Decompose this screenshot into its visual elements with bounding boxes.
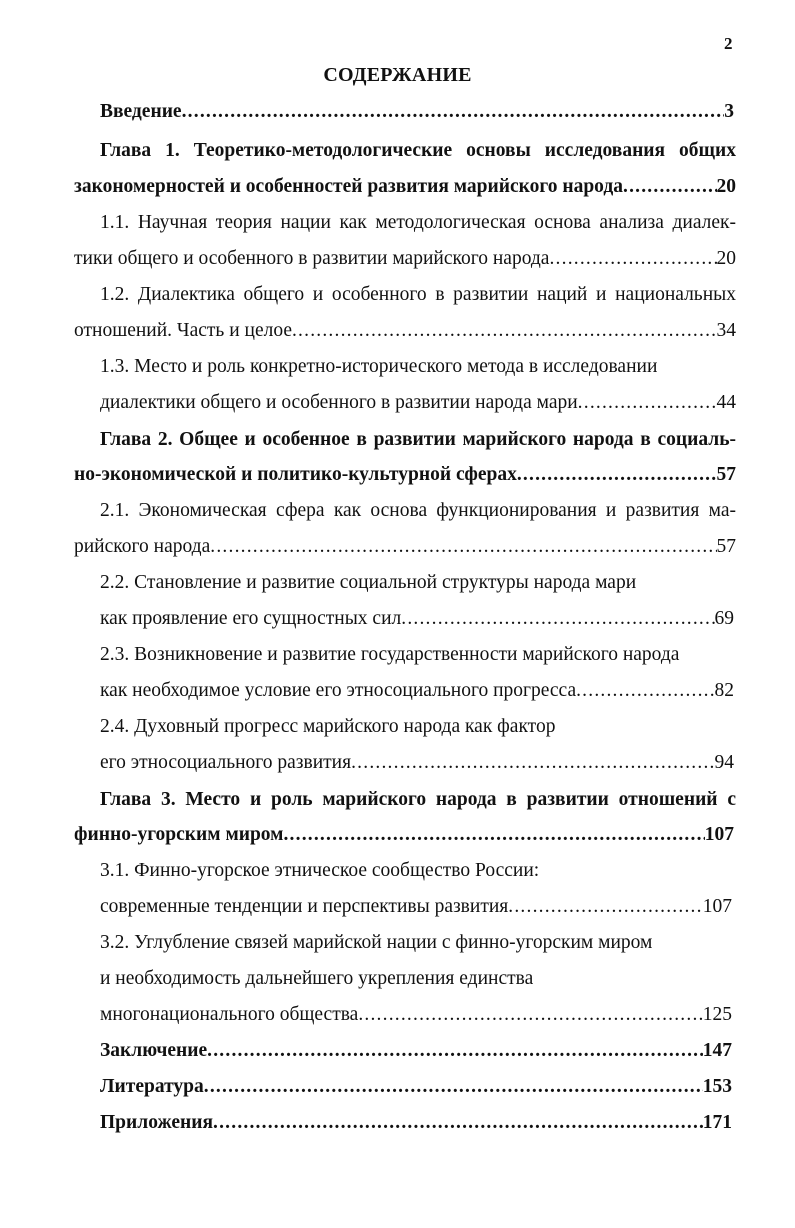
toc-page-number: 57 [716,536,736,557]
toc-section-2-2[interactable] [100,607,734,631]
toc-section-2-3[interactable] [100,679,734,703]
toc-page-number: 57 [716,464,736,485]
toc-section-2-3-line1[interactable]: 2.3. Возникновение и развитие государственности марийского народа [100,644,680,665]
toc-entry-text: как проявление его сущностных сил [100,608,402,629]
toc-entry-text: Приложения [100,1112,214,1133]
toc-chapter-2[interactable] [74,463,736,487]
leader-dots [292,319,717,343]
toc-section-1-1-line1[interactable]: 1.1. Научная теория нации как методологическая основа анализа диалек- [100,212,736,233]
leader-dots [204,1075,703,1099]
toc-page-number: 125 [702,1004,732,1025]
toc-page-number: 20 [716,176,736,197]
toc-section-3-2[interactable] [100,1003,732,1027]
toc-section-1-1[interactable] [74,247,736,271]
toc-entry-text: отношений. Часть и целое [74,320,292,341]
toc-section-2-2-line1[interactable]: 2.2. Становление и развитие социальной структуры народа мари [100,572,637,593]
toc-section-1-2-line1[interactable]: 1.2. Диалектика общего и особенного в развитии наций и национальных [100,284,736,305]
toc-entry-text: закономерностей и особенностей развития марийского народа [74,176,623,197]
page-title: СОДЕРЖАНИЕ [323,64,472,86]
leader-dots [182,100,725,124]
toc-chapter-1-line1[interactable]: Глава 1. Теоретико-методологические основы исследования общих [100,140,736,161]
toc-page-number: 107 [704,824,734,845]
leader-dots [508,895,702,919]
leader-dots [213,1111,703,1135]
toc-entry-text: его этносоциального развития [100,752,352,773]
toc-entry-conclusion[interactable] [100,1039,732,1063]
toc-section-2-4[interactable] [100,751,734,775]
toc-page-number: 82 [714,680,734,701]
toc-chapter-3-line1[interactable]: Глава 3. Место и роль марийского народа в развитии отношений с [100,789,736,810]
toc-entry-appendix[interactable] [100,1111,732,1135]
toc-section-2-4-line1[interactable]: 2.4. Духовный прогресс марийского народа как фактор [100,716,556,737]
toc-chapter-1[interactable] [74,175,736,199]
leader-dots [401,607,714,631]
leader-dots [576,679,714,703]
toc-section-1-3-line1[interactable]: 1.3. Место и роль конкретно-исторического метода в исследовании [100,356,658,377]
toc-entry-text: финно-угорским миром [74,824,284,845]
toc-entry-text: многонационального общества [100,1004,359,1025]
toc-section-1-3[interactable] [100,391,736,415]
leader-dots [351,751,714,775]
leader-dots [283,823,704,847]
toc-entry-text: как необходимое условие его этносоциального прогресса [100,680,577,701]
leader-dots [578,391,717,415]
toc-entry-literature[interactable] [100,1075,732,1099]
toc-section-3-1-line1[interactable]: 3.1. Финно-угорское этническое сообщество России: [100,860,540,881]
toc-page-number: 69 [714,608,734,629]
toc-page-number: 147 [702,1040,732,1061]
toc-page-number: 171 [702,1112,732,1133]
page-number: 2 [724,34,733,53]
toc-entry-intro[interactable] [100,100,734,124]
toc-page-number: 3 [724,101,734,122]
leader-dots [210,535,716,559]
toc-page-number: 34 [716,320,736,341]
toc-section-2-1[interactable] [74,535,736,559]
toc-entry-text: но-экономической и политико-культурной сферах [74,464,517,485]
toc-page-number: 153 [702,1076,732,1097]
toc-page-number: 20 [716,248,736,269]
toc-entry-text: тики общего и особенного в развитии марийского народа [74,248,550,269]
toc-chapter-2-line1[interactable]: Глава 2. Общее и особенное в развитии марийского народа в социаль- [100,429,736,450]
toc-entry-text: диалектики общего и особенного в развитии народа мари [100,392,578,413]
toc-entry-text: Введение [100,101,182,122]
leader-dots [623,175,717,199]
toc-entry-text: рийского народа [74,536,211,557]
toc-page-number: 44 [716,392,736,413]
toc-page-number: 107 [702,896,732,917]
toc-chapter-3[interactable] [74,823,734,847]
toc-entry-text: современные тенденции и перспективы развития [100,896,509,917]
toc-page-number: 94 [714,752,734,773]
leader-dots [549,247,716,271]
leader-dots [207,1039,703,1063]
toc-section-3-2-line1[interactable]: 3.2. Углубление связей марийской нации с финно-угорским миром [100,932,653,953]
toc-section-1-2[interactable] [74,319,736,343]
toc-section-3-1[interactable] [100,895,732,919]
leader-dots [517,463,717,487]
toc-entry-text: Литература [100,1076,204,1097]
toc-section-3-2-line2[interactable]: и необходимость дальнейшего укрепления единства [100,968,534,989]
toc-section-2-1-line1[interactable]: 2.1. Экономическая сфера как основа функционирования и развития ма- [100,500,736,521]
toc-entry-text: Заключение [100,1040,208,1061]
leader-dots [358,1003,702,1027]
